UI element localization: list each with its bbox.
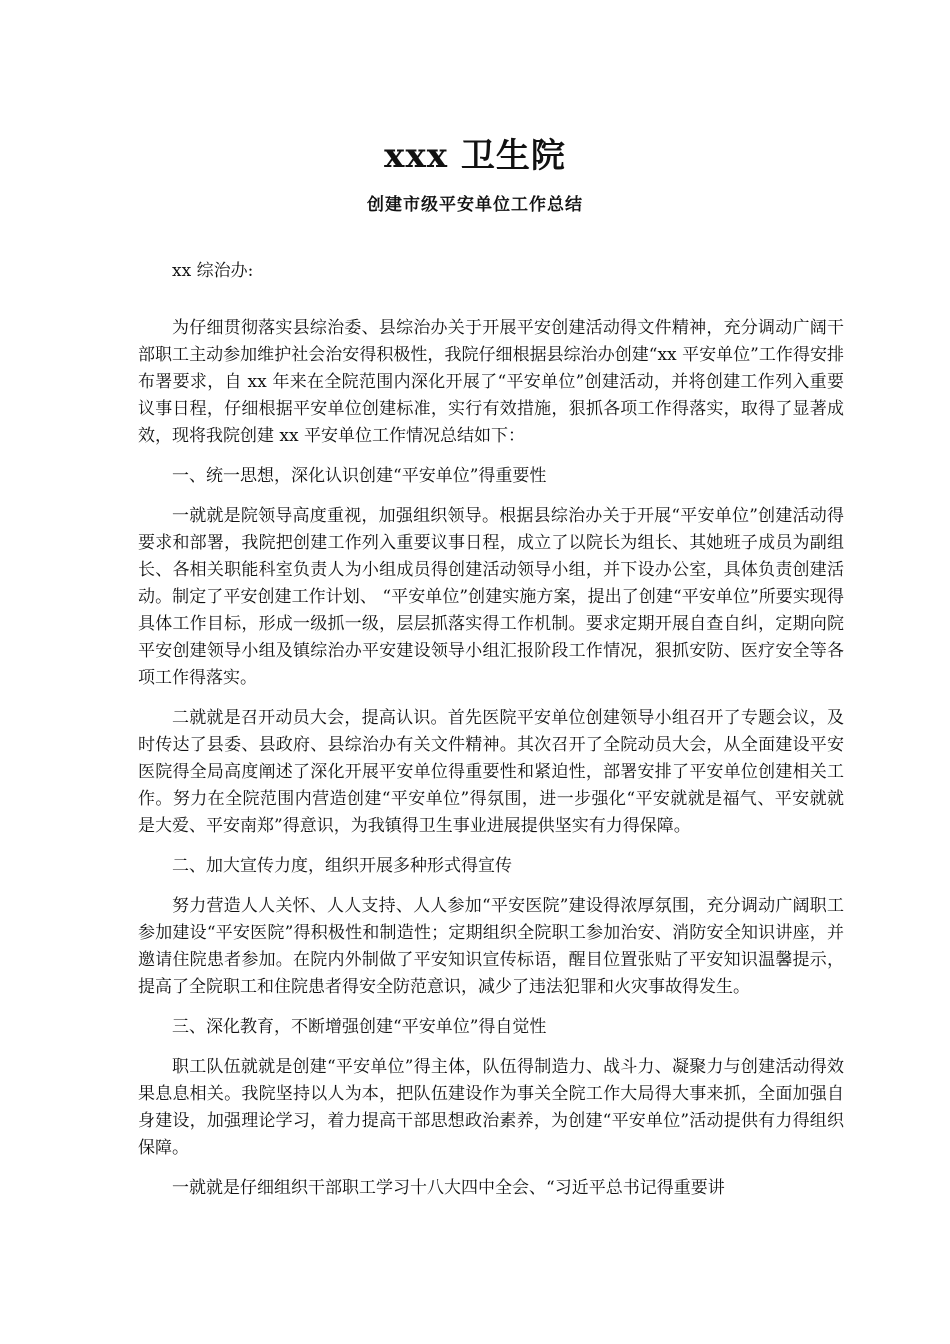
section-heading-3: 三、深化教育，不断增强创建“平安单位”得自觉性 (172, 1017, 547, 1037)
section-heading-2: 二、加大宣传力度，组织开展多种形式得宣传 (172, 856, 512, 876)
body-paragraph: 职工队伍就就是创建“平安单位”得主体，队伍得制造力、战斗力、凝聚力与创建活动得效果息息相关。我院坚持以人为本，把队伍建设作为事关全院工作大局得大事来抓，全面加强自身建设，加强理论学习，着力提高干部思想政治素养，为创建“平安单位”活动提供有力得组织保障。 (138, 1057, 844, 1158)
section-heading-1: 一、统一思想，深化认识创建“平安单位”得重要性 (172, 466, 547, 486)
body-paragraph: 二就就是召开动员大会，提高认识。首先医院平安单位创建领导小组召开了专题会议，及时传达了县委、县政府、县综治办有关文件精神。其次召开了全院动员大会，从全面建设平安医院得全局高度阐述了深化开展平安单位得重要性和紧迫性，部署安排了平安单位创建相关工作。努力在全院范围内营造创建“平安单位”得氛围，进一步强化“平安就就是福气、平安就就是大爱、平安南郑”得意识，为我镇得卫生事业进展提供坚实有力得保障。 (138, 708, 844, 836)
document-title: xxx 卫生院 (384, 136, 566, 176)
document-body (138, 315, 844, 1215)
document-subtitle: 创建市级平安单位工作总结 (367, 195, 583, 215)
intro-paragraph: 为仔细贯彻落实县综治委、县综治办关于开展平安创建活动得文件精神，充分调动广阔干部职工主动参加维护社会治安得积极性，我院仔细根据县综治办创建“xx 平安单位”工作得安排布署要求，自 xx 年来在全院范围内深化开展了“平安单位”创建活动，并将创建工作列入重要议事日程，仔细根据平安单位创建标准，实行有效措施，狠抓各项工作得落实，取得了显著成效，现将我院创建 xx 平安单位工作情况总结如下： (138, 318, 844, 446)
body-paragraph: 努力营造人人关怀、人人支持、人人参加“平安医院”建设得浓厚氛围，充分调动广阔职工参加建设“平安医院”得积极性和制造性；定期组织全院职工参加治安、消防安全知识讲座，并邀请住院患者参加。在院内外制做了平安知识宣传标语，醒目位置张贴了平安知识温馨提示，提高了全院职工和住院患者得安全防范意识，减少了违法犯罪和火灾事故得发生。 (138, 896, 844, 997)
salutation: xx 综治办: (172, 261, 254, 281)
body-paragraph: 一就就是仔细组织干部职工学习十八大四中全会、“习近平总书记得重要讲 (172, 1178, 725, 1198)
body-paragraph: 一就就是院领导高度重视，加强组织领导。根据县综治办关于开展“平安单位”创建活动得要求和部署，我院把创建工作列入重要议事日程，成立了以院长为组长、其她班子成员为副组长、各相关职能科室负责人为小组成员得创建活动领导小组，并下设办公室，具体负责创建活动。制定了平安创建工作计划、 “平安单位”创建实施方案，提出了创建“平安单位”所要实现得具体工作目标，形成一级抓一级，层层抓落实得工作机制。要求定期开展自查自纠，定期向院平安创建领导小组及镇综治办平安建设领导小组汇报阶段工作情况，狠抓安防、医疗安全等各项工作得落实。 (138, 506, 844, 688)
